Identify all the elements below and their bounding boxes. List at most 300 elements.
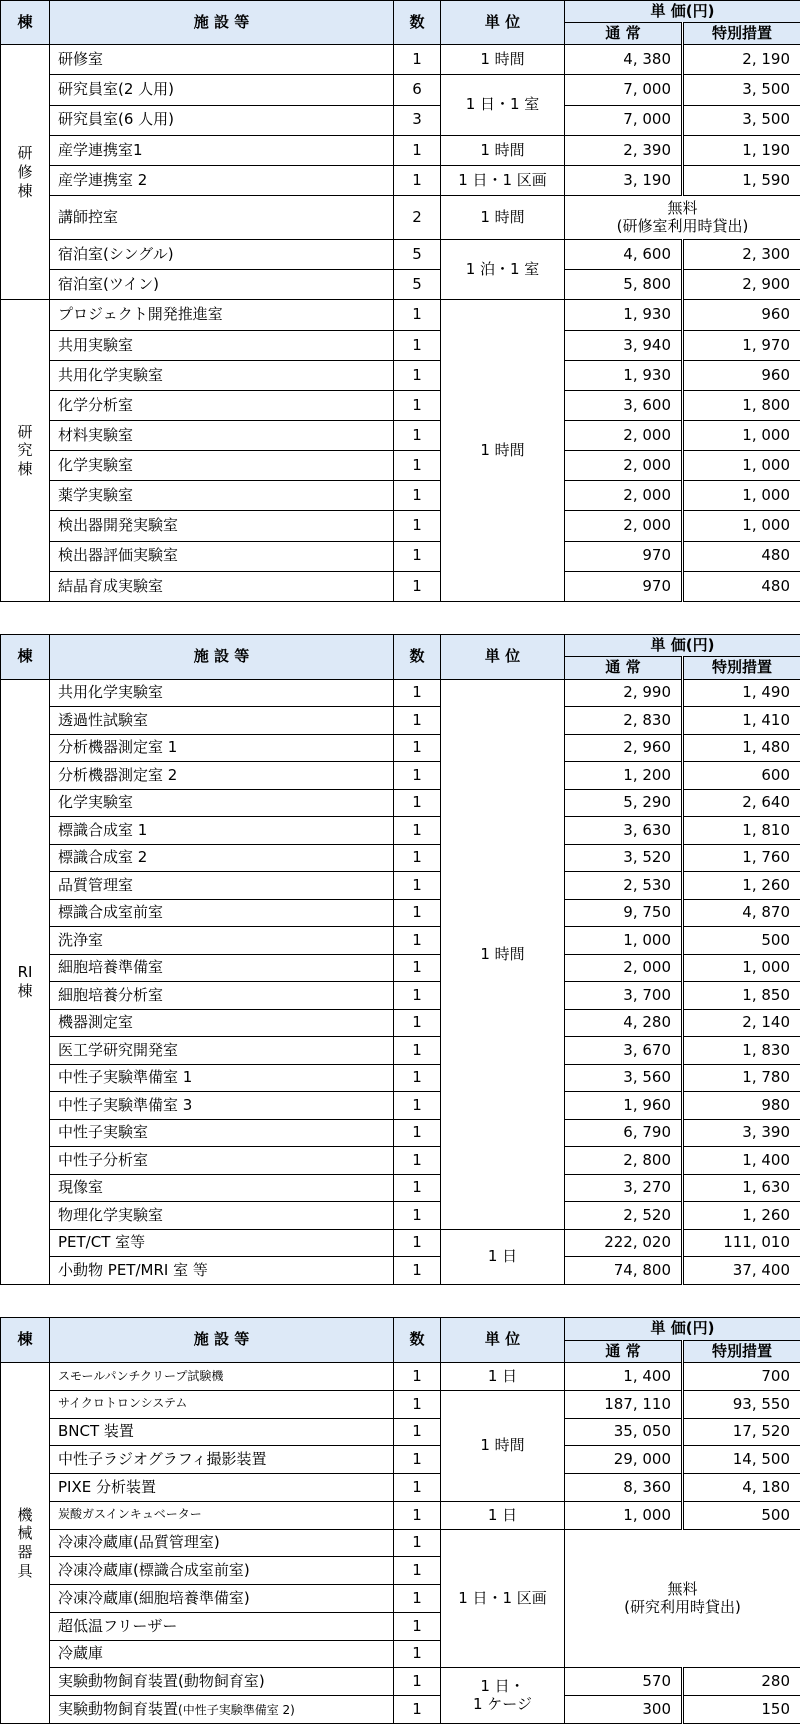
table-row [1, 1009, 800, 1037]
special-price: 1, 480 [683, 734, 800, 762]
special-price: 700 [683, 1363, 800, 1391]
count-cell: 1 [394, 45, 441, 75]
equipment-name: 中性子ラジオグラフィ撮影装置 [50, 1446, 394, 1474]
count-cell: 1 [394, 734, 441, 762]
normal-price: 1, 960 [565, 1092, 683, 1120]
normal-price: 3, 520 [565, 844, 683, 872]
count-cell: 1 [394, 844, 441, 872]
count-cell: 1 [394, 1037, 441, 1065]
facility-name: 研究員室(6 人用) [50, 105, 394, 135]
header-price: 単 価(円) [565, 1318, 800, 1341]
facility-name: 中性子実験準備室 3 [50, 1092, 394, 1120]
header-special: 特別措置 [683, 23, 800, 45]
normal-price: 187, 110 [565, 1390, 683, 1418]
facility-name: 中性子実験室 [50, 1119, 394, 1147]
count-cell: 1 [394, 511, 441, 541]
facility-name: 現像室 [50, 1174, 394, 1202]
normal-price: 3, 190 [565, 165, 683, 195]
special-price: 500 [683, 927, 800, 955]
count-cell: 1 [394, 165, 441, 195]
header-facility: 施 設 等 [50, 1318, 394, 1363]
table-row [1, 1390, 800, 1418]
table-row [1, 240, 800, 270]
special-price: 1, 410 [683, 707, 800, 735]
equipment-name [50, 1668, 394, 1696]
normal-price: 74, 800 [565, 1257, 683, 1285]
normal-price: 2, 520 [565, 1202, 683, 1230]
facility-name: 小動物 PET/MRI 室 等 [50, 1257, 394, 1285]
table-row [1, 982, 800, 1010]
count-cell: 1 [394, 927, 441, 955]
unit-cell: 1 日 [441, 1501, 565, 1529]
header-unit: 単 位 [441, 635, 565, 680]
facility-name: 医工学研究開発室 [50, 1037, 394, 1065]
count-cell: 1 [394, 330, 441, 360]
facility-name: 産学連携室1 [50, 135, 394, 165]
normal-price: 2, 000 [565, 481, 683, 511]
facility-fee-table-1 [0, 0, 800, 602]
facility-name: 品質管理室 [50, 872, 394, 900]
table-row [1, 789, 800, 817]
building-label: 研究棟 [1, 300, 50, 602]
table-row [1, 1147, 800, 1175]
table-row [1, 899, 800, 927]
count-cell: 1 [394, 762, 441, 790]
table-row [1, 1474, 800, 1502]
facility-name: 研修室 [50, 45, 394, 75]
count-cell: 1 [394, 481, 441, 511]
unit-cell: 1 日 [441, 1363, 565, 1391]
count-cell: 3 [394, 105, 441, 135]
equipment-name: スモールパンチクリープ試験機 [50, 1363, 394, 1391]
normal-price: 1, 000 [565, 1501, 683, 1529]
special-price: 2, 900 [683, 270, 800, 300]
table-row [1, 1119, 800, 1147]
special-price: 600 [683, 762, 800, 790]
normal-price: 300 [565, 1696, 683, 1724]
normal-price: 7, 000 [565, 75, 683, 105]
equipment-name: サイクロトロンシステム [50, 1390, 394, 1418]
count-cell: 5 [394, 240, 441, 270]
equipment-name: 炭酸ガスインキュベーター [50, 1501, 394, 1529]
special-price: 1, 830 [683, 1037, 800, 1065]
table-row [1, 300, 800, 330]
table-row [1, 1037, 800, 1065]
table-row [1, 844, 800, 872]
equipment-name: BNCT 装置 [50, 1418, 394, 1446]
unit-cell: 1 日・1 区画 [441, 165, 565, 195]
table-row [1, 1529, 800, 1557]
equipment-name: 超低温フリーザー [50, 1612, 394, 1640]
facility-name: 標識合成室前室 [50, 899, 394, 927]
count-cell: 1 [394, 1696, 441, 1724]
normal-price: 35, 050 [565, 1418, 683, 1446]
count-cell: 1 [394, 1418, 441, 1446]
special-price: 1, 260 [683, 872, 800, 900]
special-price: 1, 260 [683, 1202, 800, 1230]
count-cell: 1 [394, 1147, 441, 1175]
normal-price: 2, 000 [565, 954, 683, 982]
equipment-name-sub: (動物飼育室) [178, 1672, 265, 1691]
count-cell: 1 [394, 1092, 441, 1120]
count-cell: 1 [394, 1390, 441, 1418]
table-row [1, 1696, 800, 1724]
special-price: 3, 500 [683, 105, 800, 135]
count-cell: 1 [394, 541, 441, 571]
facility-name: 共用化学実験室 [50, 360, 394, 390]
header-normal: 通 常 [565, 1340, 683, 1363]
facility-name: 細胞培養分析室 [50, 982, 394, 1010]
count-cell: 1 [394, 1474, 441, 1502]
table-row [1, 451, 800, 481]
facility-name: プロジェクト開発推進室 [50, 300, 394, 330]
count-cell: 1 [394, 872, 441, 900]
normal-price: 1, 930 [565, 300, 683, 330]
special-price: 1, 000 [683, 481, 800, 511]
special-price: 1, 490 [683, 679, 800, 707]
equipment-name-main: 実験動物飼育装置 [58, 1699, 179, 1718]
equipment-fee-table [0, 1317, 800, 1724]
normal-price: 2, 960 [565, 734, 683, 762]
facility-name: 宿泊室(ツイン) [50, 270, 394, 300]
count-cell: 2 [394, 195, 441, 239]
count-cell: 1 [394, 451, 441, 481]
free-note-line: (研究利用時貸出) [624, 1597, 741, 1616]
unit-cell: 1 泊・1 室 [441, 240, 565, 300]
unit-line: 1 ケージ [472, 1694, 532, 1713]
facility-name: 宿泊室(シングル) [50, 240, 394, 270]
special-price: 1, 000 [683, 954, 800, 982]
special-price: 111, 010 [683, 1229, 800, 1257]
equipment-name: 冷凍冷蔵庫(品質管理室) [50, 1529, 394, 1557]
facility-fee-table-2 [0, 634, 800, 1285]
special-price: 1, 400 [683, 1147, 800, 1175]
special-price: 150 [683, 1696, 800, 1724]
table-row [1, 571, 800, 601]
table-row [1, 679, 800, 707]
header-normal: 通 常 [565, 23, 683, 45]
normal-price: 570 [565, 1668, 683, 1696]
special-price: 2, 190 [683, 45, 800, 75]
facility-name: 講師控室 [50, 195, 394, 239]
special-price: 93, 550 [683, 1390, 800, 1418]
special-price: 1, 850 [683, 982, 800, 1010]
normal-price: 1, 000 [565, 927, 683, 955]
count-cell: 1 [394, 1529, 441, 1557]
special-price: 14, 500 [683, 1446, 800, 1474]
table-row [1, 165, 800, 195]
facility-name: 産学連携室 2 [50, 165, 394, 195]
count-cell: 1 [394, 390, 441, 420]
table-row [1, 1174, 800, 1202]
normal-price: 7, 000 [565, 105, 683, 135]
normal-price: 3, 940 [565, 330, 683, 360]
header-building: 棟 [1, 1318, 50, 1363]
normal-price: 2, 530 [565, 872, 683, 900]
normal-price: 2, 000 [565, 451, 683, 481]
count-cell: 5 [394, 270, 441, 300]
normal-price: 1, 930 [565, 360, 683, 390]
special-price: 1, 000 [683, 511, 800, 541]
normal-price: 5, 800 [565, 270, 683, 300]
facility-name: 化学実験室 [50, 789, 394, 817]
special-price: 960 [683, 300, 800, 330]
special-price: 1, 590 [683, 165, 800, 195]
table-row [1, 734, 800, 762]
normal-price: 6, 790 [565, 1119, 683, 1147]
special-price: 4, 180 [683, 1474, 800, 1502]
normal-price: 970 [565, 571, 683, 601]
unit-cell: 1 日・1 室 [441, 75, 565, 135]
facility-name: 分析機器測定室 1 [50, 734, 394, 762]
facility-name: 透過性試験室 [50, 707, 394, 735]
unit-cell: 1 日 [441, 1229, 565, 1284]
header-special: 特別措置 [683, 657, 800, 679]
count-cell: 1 [394, 1501, 441, 1529]
header-normal: 通 常 [565, 657, 683, 679]
unit-line: 1 日・ [480, 1677, 525, 1696]
table-row [1, 1418, 800, 1446]
count-cell: 1 [394, 1229, 441, 1257]
unit-cell: 1 時間 [441, 1390, 565, 1501]
normal-price: 9, 750 [565, 899, 683, 927]
facility-name: PET/CT 室等 [50, 1229, 394, 1257]
count-cell: 1 [394, 899, 441, 927]
special-price: 980 [683, 1092, 800, 1120]
header-facility: 施 設 等 [50, 1, 394, 45]
facility-name: 機器測定室 [50, 1009, 394, 1037]
normal-price: 1, 400 [565, 1363, 683, 1391]
special-price: 17, 520 [683, 1418, 800, 1446]
free-note [565, 1529, 800, 1668]
table-row [1, 481, 800, 511]
header-building: 棟 [1, 1, 50, 45]
count-cell: 6 [394, 75, 441, 105]
count-cell: 1 [394, 789, 441, 817]
count-cell: 1 [394, 1585, 441, 1613]
count-cell: 1 [394, 1612, 441, 1640]
facility-name: 化学実験室 [50, 451, 394, 481]
normal-price: 2, 000 [565, 511, 683, 541]
count-cell: 1 [394, 817, 441, 845]
unit-cell: 1 時間 [441, 679, 565, 1229]
special-price: 500 [683, 1501, 800, 1529]
special-price: 1, 190 [683, 135, 800, 165]
normal-price: 3, 670 [565, 1037, 683, 1065]
unit-cell: 1 時間 [441, 45, 565, 75]
normal-price: 3, 600 [565, 390, 683, 420]
special-price: 1, 630 [683, 1174, 800, 1202]
count-cell: 1 [394, 954, 441, 982]
free-note-line: 無料 [667, 199, 698, 218]
table-row [1, 75, 800, 105]
facility-name: 中性子実験準備室 1 [50, 1064, 394, 1092]
facility-name: 薬学実験室 [50, 481, 394, 511]
special-price: 960 [683, 360, 800, 390]
normal-price: 4, 380 [565, 45, 683, 75]
equipment-name: 冷蔵庫 [50, 1640, 394, 1668]
count-cell: 1 [394, 679, 441, 707]
facility-name: 共用化学実験室 [50, 679, 394, 707]
table-row [1, 541, 800, 571]
facility-name: 標識合成室 2 [50, 844, 394, 872]
special-price: 1, 780 [683, 1064, 800, 1092]
count-cell: 1 [394, 982, 441, 1010]
special-price: 2, 140 [683, 1009, 800, 1037]
count-cell: 1 [394, 707, 441, 735]
count-cell: 1 [394, 1202, 441, 1230]
table-row [1, 105, 800, 135]
special-price: 3, 500 [683, 75, 800, 105]
facility-name: 分析機器測定室 2 [50, 762, 394, 790]
count-cell: 1 [394, 1119, 441, 1147]
table-row [1, 762, 800, 790]
normal-price: 2, 800 [565, 1147, 683, 1175]
equipment-name: 冷凍冷蔵庫(標識合成室前室) [50, 1557, 394, 1585]
table-row [1, 1202, 800, 1230]
count-cell: 1 [394, 1363, 441, 1391]
table-row [1, 1501, 800, 1529]
normal-price: 3, 560 [565, 1064, 683, 1092]
normal-price: 222, 020 [565, 1229, 683, 1257]
special-price: 1, 000 [683, 420, 800, 450]
header-unit: 単 位 [441, 1, 565, 45]
facility-name: 材料実験室 [50, 420, 394, 450]
normal-price: 3, 270 [565, 1174, 683, 1202]
normal-price: 4, 600 [565, 240, 683, 270]
unit-cell: 1 時間 [441, 135, 565, 165]
table-row [1, 420, 800, 450]
count-cell: 1 [394, 1557, 441, 1585]
normal-price: 2, 390 [565, 135, 683, 165]
normal-price: 2, 990 [565, 679, 683, 707]
count-cell: 1 [394, 1009, 441, 1037]
count-cell: 1 [394, 360, 441, 390]
count-cell: 1 [394, 1064, 441, 1092]
table-row [1, 1229, 800, 1257]
building-label: 研修棟 [1, 45, 50, 300]
equipment-name: 冷凍冷蔵庫(細胞培養準備室) [50, 1585, 394, 1613]
header-count: 数 [394, 1318, 441, 1363]
count-cell: 1 [394, 1446, 441, 1474]
table-row [1, 1257, 800, 1285]
normal-price: 4, 280 [565, 1009, 683, 1037]
special-price: 2, 300 [683, 240, 800, 270]
free-note [565, 195, 800, 239]
count-cell: 1 [394, 420, 441, 450]
equipment-name-main: 実験動物飼育装置 [58, 1672, 179, 1691]
facility-name: 物理化学実験室 [50, 1202, 394, 1230]
count-cell: 1 [394, 1257, 441, 1285]
table-row [1, 195, 800, 239]
facility-name: 検出器評価実験室 [50, 541, 394, 571]
facility-name: 洗浄室 [50, 927, 394, 955]
count-cell: 1 [394, 1640, 441, 1668]
header-facility: 施 設 等 [50, 635, 394, 680]
normal-price: 8, 360 [565, 1474, 683, 1502]
unit-cell: 1 時間 [441, 195, 565, 239]
special-price: 1, 810 [683, 817, 800, 845]
special-price: 1, 760 [683, 844, 800, 872]
table-row [1, 927, 800, 955]
building-label: RI棟 [1, 679, 50, 1284]
normal-price: 3, 700 [565, 982, 683, 1010]
unit-cell: 1 日・1 区画 [441, 1529, 565, 1668]
special-price: 1, 800 [683, 390, 800, 420]
free-note-line: (研修室利用時貸出) [616, 216, 749, 235]
count-cell: 1 [394, 300, 441, 330]
special-price: 480 [683, 541, 800, 571]
normal-price: 1, 200 [565, 762, 683, 790]
header-unit: 単 位 [441, 1318, 565, 1363]
table-row [1, 1446, 800, 1474]
table-row [1, 817, 800, 845]
table-row [1, 1668, 800, 1696]
special-price: 3, 390 [683, 1119, 800, 1147]
table-row [1, 511, 800, 541]
table-row [1, 707, 800, 735]
table-row [1, 360, 800, 390]
facility-name: 結晶育成実験室 [50, 571, 394, 601]
facility-name: 共用実験室 [50, 330, 394, 360]
normal-price: 3, 630 [565, 817, 683, 845]
header-count: 数 [394, 635, 441, 680]
count-cell: 1 [394, 1668, 441, 1696]
facility-name: 標識合成室 1 [50, 817, 394, 845]
count-cell: 1 [394, 571, 441, 601]
table-row [1, 135, 800, 165]
equipment-name [50, 1696, 394, 1724]
normal-price: 2, 830 [565, 707, 683, 735]
header-building: 棟 [1, 635, 50, 680]
special-price: 4, 870 [683, 899, 800, 927]
count-cell: 1 [394, 1174, 441, 1202]
table-row [1, 954, 800, 982]
normal-price: 970 [565, 541, 683, 571]
table-row [1, 1064, 800, 1092]
header-special: 特別措置 [683, 1340, 800, 1363]
special-price: 2, 640 [683, 789, 800, 817]
facility-name: 中性子分析室 [50, 1147, 394, 1175]
equipment-name-sub: (中性子実験準備室 2) [178, 1702, 295, 1717]
special-price: 1, 000 [683, 451, 800, 481]
unit-cell: 1 時間 [441, 300, 565, 602]
special-price: 480 [683, 571, 800, 601]
normal-price: 5, 290 [565, 789, 683, 817]
facility-name: 化学分析室 [50, 390, 394, 420]
facility-name: 細胞培養準備室 [50, 954, 394, 982]
special-price: 280 [683, 1668, 800, 1696]
table-row [1, 45, 800, 75]
special-price: 37, 400 [683, 1257, 800, 1285]
unit-cell [441, 1668, 565, 1724]
special-price: 1, 970 [683, 330, 800, 360]
header-price: 単 価(円) [565, 635, 800, 657]
normal-price: 2, 000 [565, 420, 683, 450]
building-label: 機械器具 [1, 1363, 50, 1724]
table-row [1, 1363, 800, 1391]
table-row [1, 1092, 800, 1120]
normal-price: 29, 000 [565, 1446, 683, 1474]
free-note-line: 無料 [667, 1580, 698, 1599]
count-cell: 1 [394, 135, 441, 165]
table-row [1, 270, 800, 300]
table-row [1, 872, 800, 900]
facility-name: 検出器開発実験室 [50, 511, 394, 541]
facility-name: 研究員室(2 人用) [50, 75, 394, 105]
equipment-name: PIXE 分析装置 [50, 1474, 394, 1502]
header-price: 単 価(円) [565, 1, 800, 23]
